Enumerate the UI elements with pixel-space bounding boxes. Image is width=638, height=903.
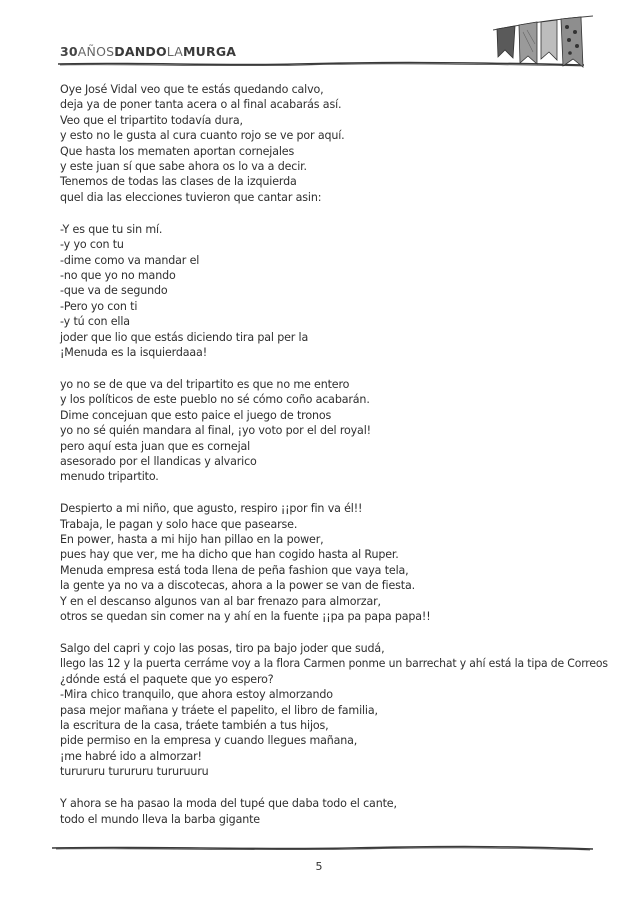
lyrics-body: [60, 82, 608, 843]
lyric-line: ¿dónde está el paquete que yo espero?: [60, 672, 274, 686]
lyric-line: todo el mundo lleva la barba gigante: [60, 812, 260, 826]
page-number: 5: [315, 860, 323, 873]
lyric-line: -que va de segundo: [60, 284, 168, 298]
lyric-line: ¡me habré ido a almorzar!: [60, 749, 202, 763]
lyric-line: Y en el descanso algunos van al bar frenazo para almorzar,: [60, 594, 381, 608]
lyric-line: Oye José Vidal veo que te estás quedando calvo,: [60, 83, 324, 96]
lyric-line: Dime concejuan que esto paice el juego de tronos: [60, 408, 332, 422]
footer-divider: [50, 838, 595, 858]
lyric-line: y esto no le gusta al cura cuanto rojo se ve por aquí.: [60, 129, 345, 143]
lyric-line: Tenemos de todas las clases de la izquierda: [60, 175, 297, 189]
lyric-line: quel dia las elecciones tuvieron que cantar asin:: [60, 190, 322, 204]
lyric-line: la gente ya no va a discotecas, ahora a la power se van de fiesta.: [60, 579, 416, 593]
bunting-flags-icon: [493, 12, 593, 82]
flag-3: [541, 20, 557, 60]
lyric-line: En power, hasta a mi hijo han pillao en la power,: [60, 533, 324, 547]
lyric-line: pero aquí esta juan que es cornejal: [60, 439, 251, 453]
lyric-line: -Y es que tu sin mí.: [60, 222, 163, 236]
stanza: [60, 82, 605, 205]
lyric-line: -Pero yo con ti: [60, 299, 138, 313]
lyric-line: y este juan sí que sabe ahora os lo va a decir.: [60, 160, 307, 174]
lyric-line: pide permiso en la empresa y cuando llegues mañana,: [60, 734, 358, 748]
lyric-line: -Mira chico tranquilo, que ahora estoy almorzando: [60, 688, 333, 702]
lyric-line: pasa mejor mañana y tráete el papelito, el libro de familia,: [60, 703, 378, 717]
header-word-la: LA: [166, 44, 183, 59]
stanza: [60, 377, 605, 485]
lyric-line: Menuda empresa está toda llena de peña fashion que vaya tela,: [60, 563, 409, 577]
header-number: 30: [60, 44, 78, 59]
header-word-anos: AÑOS: [77, 44, 115, 59]
lyric-line: -no que yo no mando: [60, 268, 176, 282]
lyric-line: yo no sé quién mandara al final, ¡yo voto por el del royal!: [60, 424, 371, 438]
stanza: [60, 222, 605, 361]
lyric-line: -y tú con ella: [60, 315, 130, 329]
flag-4: [561, 17, 583, 67]
header-word-murga: MURGA: [183, 44, 237, 59]
lyric-line: Trabaja, le pagan y solo hace que pasearse.: [60, 517, 298, 531]
lyric-line: turururu turururu tururuuru: [60, 765, 209, 779]
lyric-line: ¡Menuda es la isquierdaaa!: [60, 346, 208, 359]
header-word-dando: DANDO: [114, 44, 167, 59]
lyric-line: Salgo del capri y cojo las posas, tiro pa bajo joder que sudá,: [60, 642, 385, 655]
lyric-line: llego las 12 y la puerta cerráme voy a la flora Carmen ponme un barrechat y ahí está la tipa de Correos: [60, 657, 608, 671]
lyric-line: joder que lio que estás diciendo tira pal per la: [60, 330, 309, 344]
lyric-line: deja ya de poner tanta acera o al final acabarás así.: [60, 98, 342, 112]
stanza: [60, 796, 605, 827]
lyric-line: Y ahora se ha pasao la moda del tupé que daba todo el cante,: [60, 797, 397, 811]
stanza: [60, 641, 608, 780]
lyric-line: -y yo con tu: [60, 238, 124, 252]
lyric-line: menudo tripartito.: [60, 470, 159, 484]
lyric-line: -dime como va mandar el: [60, 253, 200, 267]
lyric-line: Despierto a mi niño, que agusto, respiro ¡¡por fin va él!!: [60, 502, 363, 516]
lyric-line: la escritura de la casa, tráete también a tus hijos,: [60, 719, 329, 733]
lyric-line: Veo que el tripartito todavía dura,: [60, 113, 243, 127]
lyric-line: y los políticos de este pueblo no sé cómo coño acabarán.: [60, 393, 370, 407]
lyric-line: otros se quedan sin comer na y ahí en la fuente ¡¡pa pa papa papa!!: [60, 610, 431, 624]
flag-1: [497, 26, 515, 58]
stanza: [60, 501, 605, 624]
lyric-line: yo no se de que va del tripartito es que no me entero: [60, 377, 350, 391]
lyric-line: asesorado por el llandicas y alvarico: [60, 454, 257, 468]
lyric-line: Que hasta los mematen aportan cornejales: [60, 144, 295, 158]
lyric-line: pues hay que ver, me ha dicho que han cogido hasta al Ruper.: [60, 548, 399, 562]
